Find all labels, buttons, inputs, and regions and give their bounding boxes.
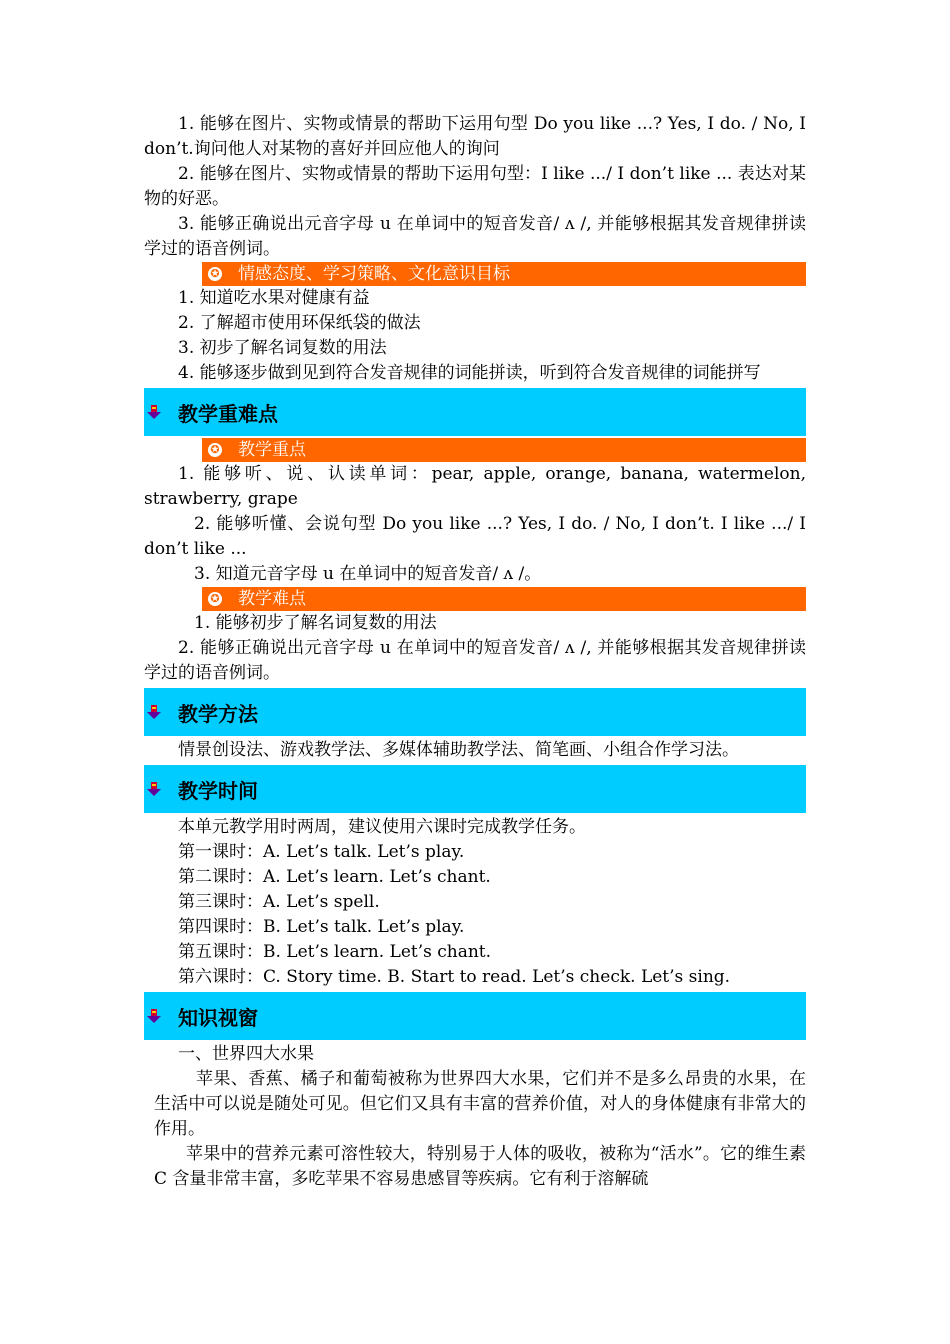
affect-item-1: 1. 知道吃水果对健康有益 (178, 288, 370, 308)
focus-heading-bar (202, 438, 806, 462)
lesson-5: 第五课时：B. Let’s learn. Let’s chant. (178, 942, 492, 962)
difficulty-heading: 教学难点 (238, 589, 306, 609)
method-section-bar (144, 688, 806, 736)
time-section-title: 教学时间 (178, 778, 258, 803)
knowledge-paragraph-2: 苹果中的营养元素可溶性较大，特别易于人体的吸收，被称为“活水”。它的维生素 C 含量非常丰富，多吃苹果不容易患感冒等疾病。它有利于溶解硫 (154, 1144, 806, 1189)
knowledge-paragraph-1: 苹果、香蕉、橘子和葡萄被称为世界四大水果，它们并不是多么昂贵的水果，在生活中可以说是随处可见。但它们又具有丰富的营养价值，对人的身体健康有非常大的作用。 (154, 1069, 806, 1139)
difficulty-heading-bar (202, 587, 806, 611)
key-section-bar (144, 388, 806, 436)
star-icon: ✪ (208, 267, 222, 281)
arrow-down-icon (146, 781, 162, 797)
focus-heading: 教学重点 (238, 440, 306, 460)
affect-item-2: 2. 了解超市使用环保纸袋的做法 (178, 313, 421, 333)
star-icon: ✪ (208, 443, 222, 457)
lesson-1: 第一课时：A. Let’s talk. Let’s play. (178, 842, 465, 862)
affect-heading: 情感态度、学习策略、文化意识目标 (238, 264, 510, 284)
knowledge-section-bar (144, 992, 806, 1040)
skill-item-2: 2. 能够在图片、实物或情景的帮助下运用句型：I like .../ I don’t like ... 表达对某物的好恶。 (144, 164, 806, 209)
knowledge-subtitle: 一、世界四大水果 (178, 1044, 314, 1064)
skill-item-1: 1. 能够在图片、实物或情景的帮助下运用句型 Do you like ...? Yes, I do. / No, I don’t.询问他人对某物的喜好并回应他人的询问 (144, 114, 806, 159)
arrow-down-icon (146, 404, 162, 420)
lesson-4: 第四课时：B. Let’s talk. Let’s play. (178, 917, 465, 937)
lesson-3: 第三课时：A. Let’s spell. (178, 892, 380, 912)
focus-item-2: 2. 能够听懂、会说句型 Do you like ...? Yes, I do. / No, I don’t. I like .../ I don’t like ... (144, 514, 806, 559)
lesson-2: 第二课时：A. Let’s learn. Let’s chant. (178, 867, 491, 887)
document-page (144, 112, 806, 1192)
difficulty-item-2: 2. 能够正确说出元音字母 u 在单词中的短音发音/ ʌ /, 并能够根据其发音规律拼读学过的语音例词。 (144, 638, 806, 683)
focus-item-3: 3. 知道元音字母 u 在单词中的短音发音/ ʌ /。 (194, 564, 542, 584)
method-section-title: 教学方法 (178, 701, 258, 726)
time-section-bar (144, 765, 806, 813)
key-section-title: 教学重难点 (178, 401, 278, 426)
time-intro: 本单元教学用时两周，建议使用六课时完成教学任务。 (178, 817, 586, 837)
arrow-down-icon (146, 704, 162, 720)
method-text: 情景创设法、游戏教学法、多媒体辅助教学法、简笔画、小组合作学习法。 (178, 740, 739, 760)
knowledge-section-title: 知识视窗 (178, 1005, 258, 1030)
affect-heading-bar (202, 262, 806, 286)
affect-item-3: 3. 初步了解名词复数的用法 (178, 338, 387, 358)
affect-item-4: 4. 能够逐步做到见到符合发音规律的词能拼读，听到符合发音规律的词能拼写 (178, 363, 761, 383)
focus-item-1: 1. 能够听、说、认读单词：pear, apple, orange, banana, watermelon, strawberry, grape (144, 464, 806, 509)
lesson-6: 第六课时：C. Story time. B. Start to read. Let’s check. Let’s sing. (178, 967, 731, 987)
skill-item-3: 3. 能够正确说出元音字母 u 在单词中的短音发音/ ʌ /, 并能够根据其发音规律拼读学过的语音例词。 (144, 214, 806, 259)
star-icon: ✪ (208, 592, 222, 606)
difficulty-item-1: 1. 能够初步了解名词复数的用法 (194, 613, 437, 633)
arrow-down-icon (146, 1008, 162, 1024)
